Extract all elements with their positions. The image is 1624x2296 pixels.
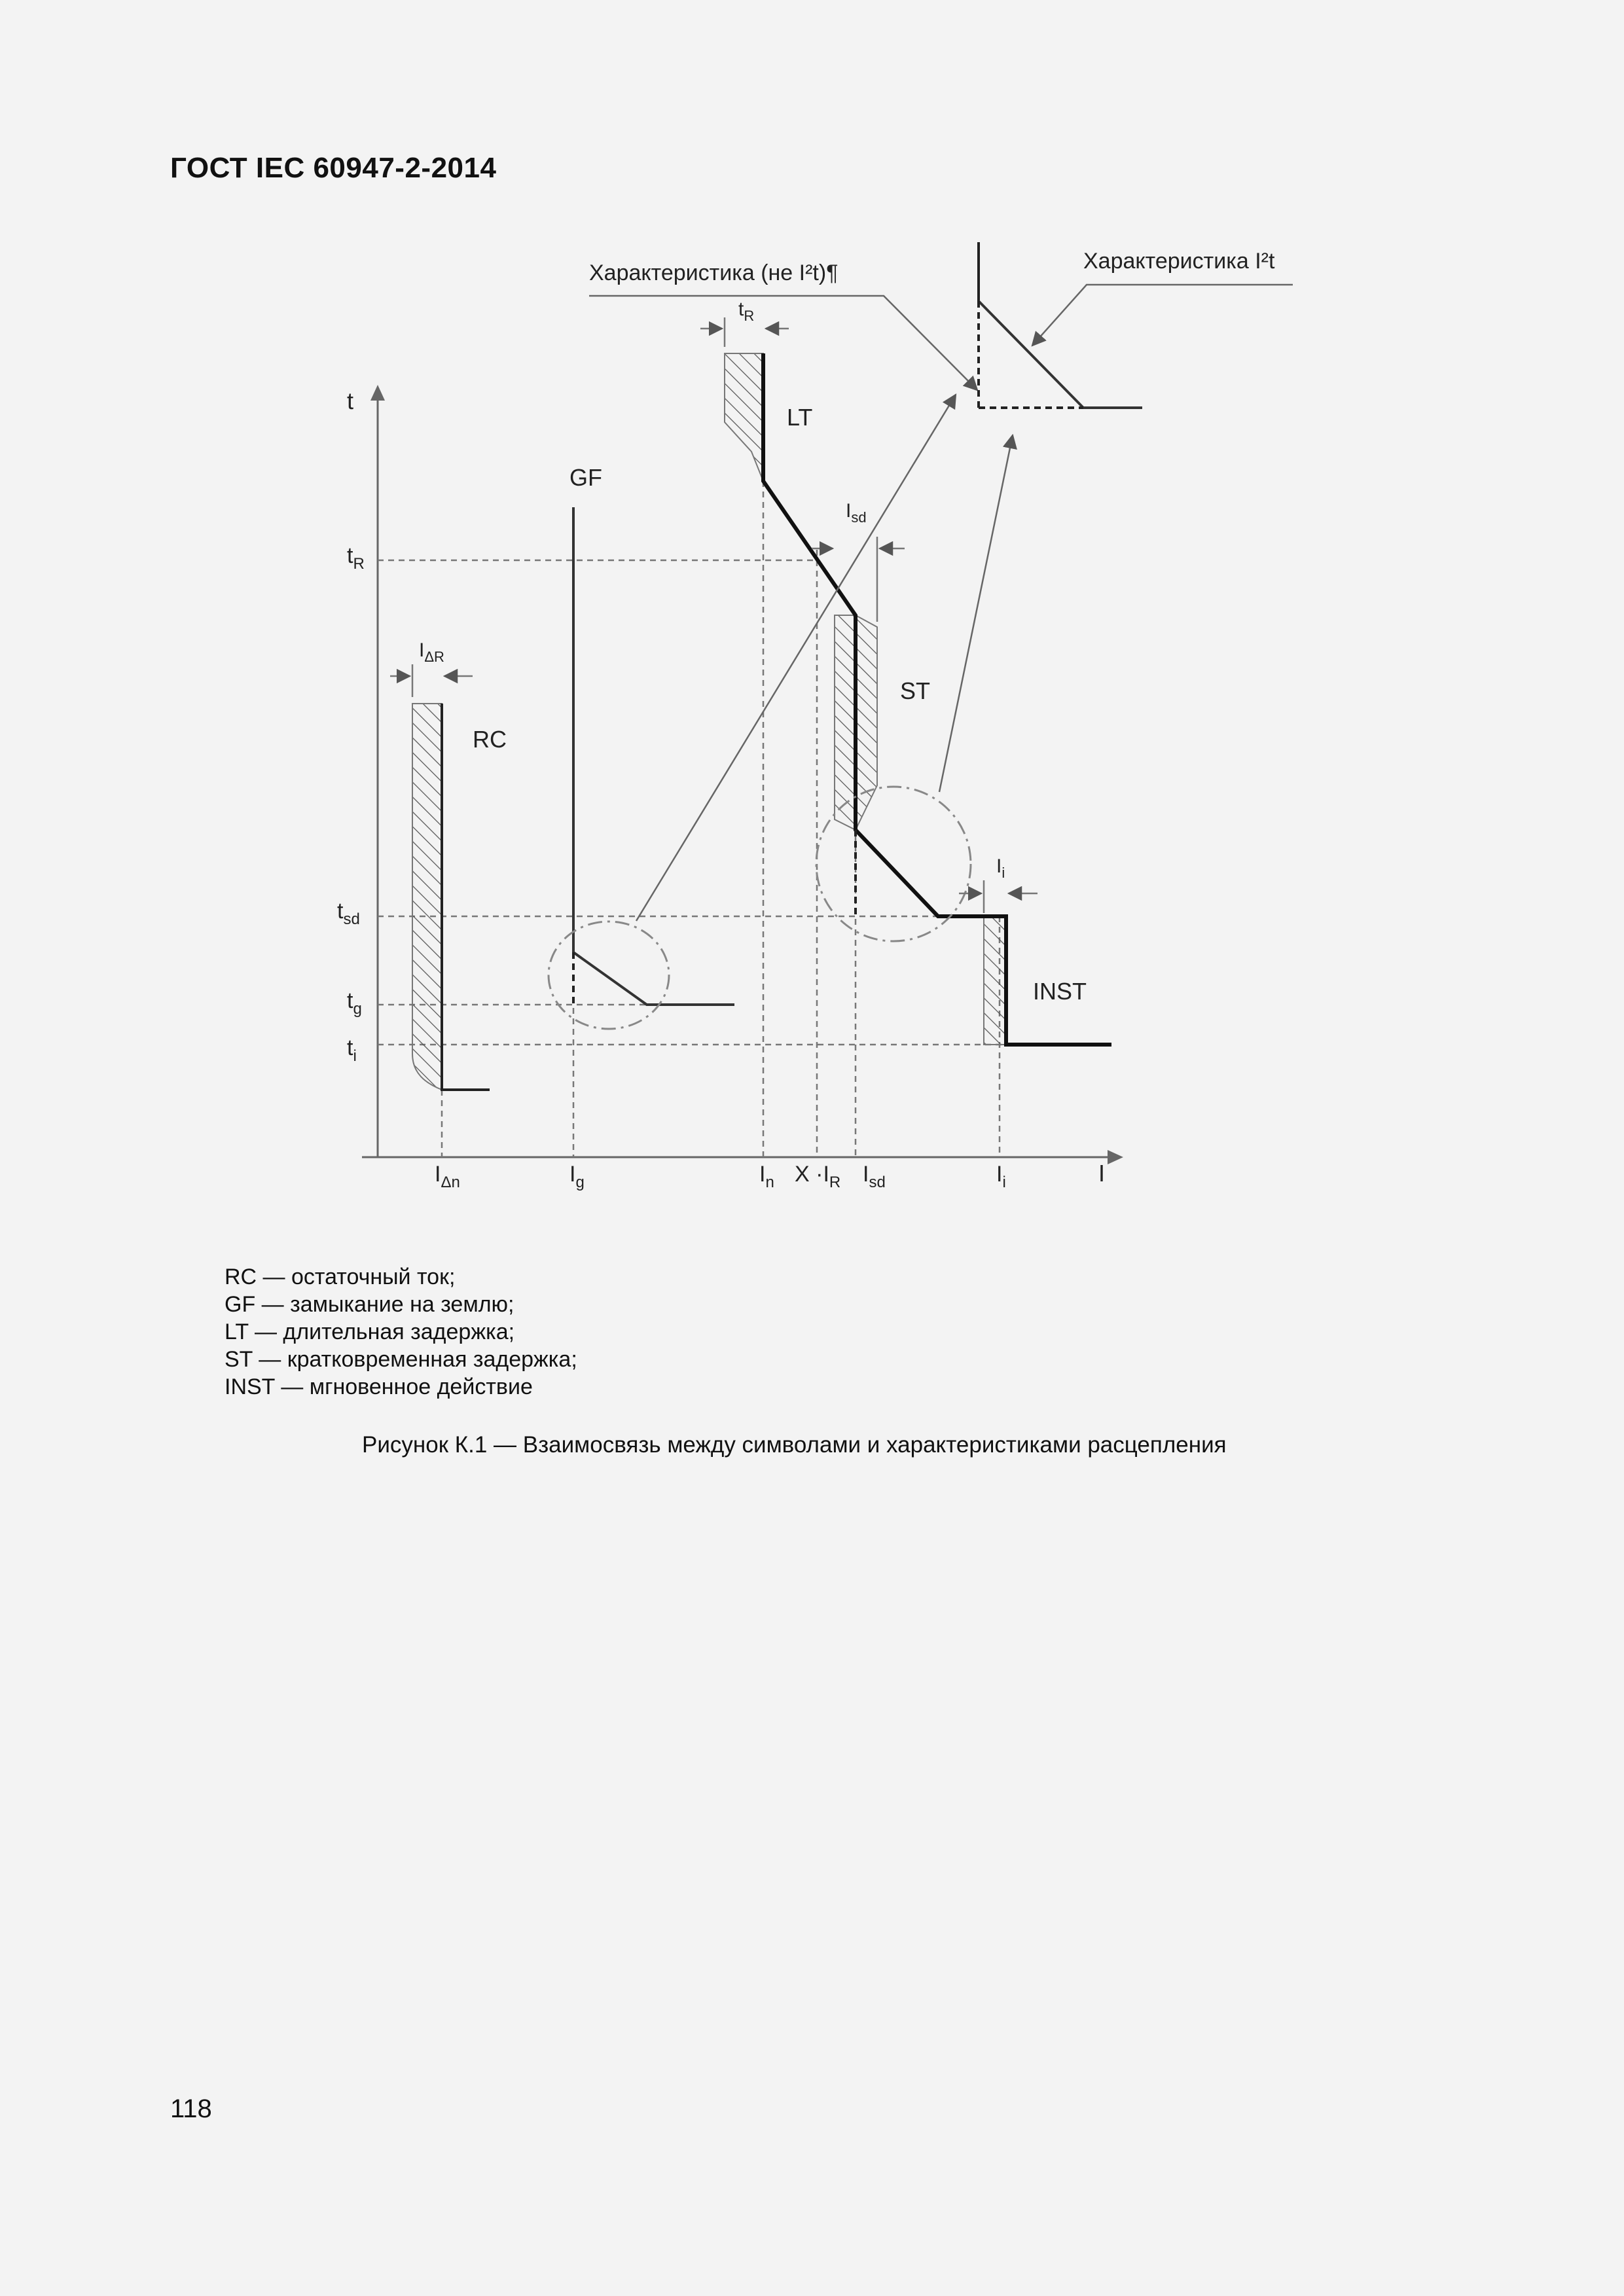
- y-axis-arrowhead: [370, 385, 385, 401]
- legend-item-gf: GF — замыкание на землю;: [225, 1292, 514, 1317]
- legend-item-st: ST — кратковременная задержка;: [225, 1347, 577, 1372]
- y-tick-tsd: $t_{sd}$: [337, 899, 360, 928]
- label-inst: INST: [1033, 978, 1087, 1005]
- st-pointer: [939, 435, 1013, 792]
- axes: [347, 385, 1123, 1187]
- lt-tolerance-band: [725, 353, 763, 481]
- legend-item-lt: LT — длительная задержка;: [225, 1319, 515, 1344]
- rc-tolerance-band: [412, 704, 442, 1090]
- i2t-leader: [1032, 285, 1293, 346]
- x-tick-XIR: $X \cdot I_R$: [795, 1162, 841, 1191]
- x-axis-label: I: [1098, 1160, 1106, 1187]
- label-gf: GF: [569, 464, 602, 491]
- y-tick-labels: [337, 543, 365, 1065]
- non-i2t-leader: [589, 296, 977, 390]
- tolerance-bands: [412, 353, 1006, 1090]
- x-tick-Ii: $I_i$: [996, 1162, 1006, 1191]
- figure-caption: Рисунок К.1 — Взаимосвязь между символами и характеристиками расцепления: [362, 1432, 1227, 1458]
- dim-label-idr: $I_{\Delta R}$: [419, 639, 444, 665]
- time-reference-lines: [378, 560, 1001, 1045]
- st-detail-circle: [816, 787, 971, 941]
- current-reference-lines: [442, 481, 1000, 1157]
- label-lt: LT: [787, 404, 813, 431]
- gf-pointer: [636, 395, 956, 921]
- x-tick-Idn: $I_{\Delta n}$: [435, 1162, 460, 1191]
- label-rc: RC: [473, 726, 507, 753]
- x-axis-arrowhead: [1108, 1150, 1123, 1164]
- dim-label-ir: $t_R$: [738, 298, 755, 324]
- document-header: ГОСТ IEC 60947-2-2014: [170, 152, 497, 184]
- legend-item-inst: INST — мгновенное действие: [225, 1374, 533, 1399]
- x-tick-labels: [435, 1162, 1006, 1191]
- dimension-markers: [390, 317, 1038, 913]
- dim-label-isd: $I_{sd}$: [846, 500, 867, 526]
- callout-pointers: [589, 285, 1293, 921]
- detail-circles: [549, 787, 971, 1029]
- y-tick-tR: $t_R$: [347, 543, 365, 573]
- x-tick-Ig: $I_g$: [569, 1162, 585, 1191]
- gf-detail-circle: [549, 922, 669, 1029]
- x-tick-Isd: $I_{sd}$: [863, 1162, 886, 1191]
- label-st: ST: [900, 677, 931, 704]
- dim-label-ii: $I_i$: [996, 855, 1005, 881]
- gf-curve: [573, 507, 734, 1005]
- page-number: 118: [170, 2094, 212, 2123]
- rc-curve: [442, 704, 490, 1090]
- legend: [225, 1263, 577, 1401]
- x-tick-In: $I_n$: [759, 1162, 774, 1191]
- callout-non-i2t: Характеристика (не I²t)¶: [589, 260, 839, 285]
- inset-i2t-slope: [979, 301, 1083, 408]
- characteristic-curves: [442, 353, 1111, 1090]
- y-tick-tg: $t_g$: [347, 988, 362, 1018]
- inst-tolerance-band: [984, 916, 1006, 1045]
- y-tick-ti: $t_i$: [347, 1035, 357, 1065]
- y-axis-label: t: [347, 387, 354, 414]
- callout-i2t: Характеристика I²t: [1083, 249, 1275, 274]
- main-trip-curve: [763, 353, 1111, 1045]
- legend-item-rc: RC — остаточный ток;: [225, 1265, 456, 1289]
